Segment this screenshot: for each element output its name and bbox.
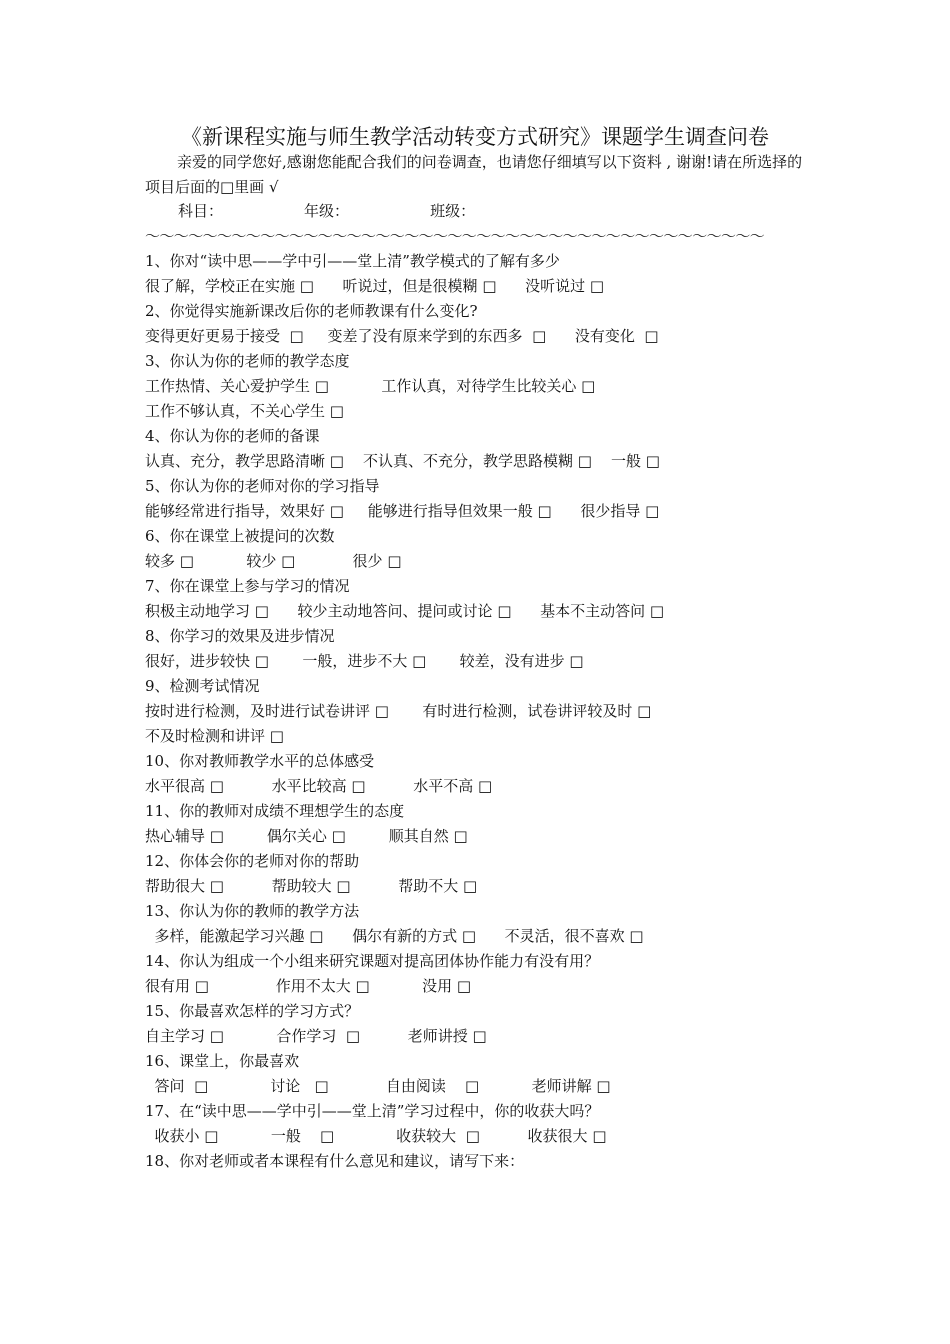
options-17: 收获小 □ 一般 □ 收获较大 □ 收获很大 □	[145, 1127, 607, 1145]
question-3: 3、你认为你的老师的教学态度	[145, 352, 350, 370]
options-4: 认真、充分，教学思路清晰 □ 不认真、不充分，教学思路模糊 □ 一般 □	[145, 452, 660, 470]
options-3a: 工作热情、关心爱护学生 □ 工作认真，对待学生比较关心 □	[145, 377, 596, 395]
info-fields: 科目： 年级： 班级：	[178, 202, 476, 220]
question-9: 9、检测考试情况	[145, 677, 260, 695]
question-10: 10、你对教师教学水平的总体感受	[145, 752, 375, 770]
question-11: 11、你的教师对成绩不理想学生的态度	[145, 802, 405, 820]
question-2: 2、你觉得实施新课改后你的老师教课有什么变化?	[145, 302, 478, 320]
options-11: 热心辅导 □ 偶尔关心 □ 顺其自然 □	[145, 827, 468, 845]
question-8: 8、你学习的效果及进步情况	[145, 627, 335, 645]
options-8: 很好，进步较快 □ 一般，进步不大 □ 较差，没有进步 □	[145, 652, 584, 670]
document-title: 《新课程实施与师生教学活动转变方式研究》课题学生调查问卷	[181, 125, 769, 149]
question-15: 15、你最喜欢怎样的学习方式？	[145, 1002, 360, 1020]
question-13: 13、你认为你的教师的教学方法	[145, 902, 360, 920]
options-13: 多样，能激起学习兴趣 □ 偶尔有新的方式 □ 不灵活，很不喜欢 □	[145, 927, 644, 945]
options-10: 水平很高 □ 水平比较高 □ 水平不高 □	[145, 777, 493, 795]
question-14: 14、你认为组成一个小组来研究课题对提高团体协作能力有没有用？	[145, 952, 600, 970]
question-4: 4、你认为你的老师的备课	[145, 427, 320, 445]
question-16: 16、课堂上，你最喜欢	[145, 1052, 300, 1070]
question-6: 6、你在课堂上被提问的次数	[145, 527, 335, 545]
wave-divider: ～～～～～～～～～～～～～～～～～～～～～～～～～～～～～～～～～～～～～～～～～～～	[145, 227, 765, 245]
options-6: 较多 □ 较少 □ 很少 □	[145, 552, 402, 570]
question-18: 18、你对老师或者本课程有什么意见和建议，请写下来：	[145, 1152, 525, 1170]
options-2: 变得更好更易于接受 □ 变差了没有原来学到的东西多 □ 没有变化 □	[145, 327, 659, 345]
question-list	[145, 249, 845, 1174]
options-15: 自主学习 □ 合作学习 □ 老师讲授 □	[145, 1027, 487, 1045]
question-1: 1、你对“读中思——学中引——堂上清”教学模式的了解有多少	[145, 252, 560, 270]
options-1: 很了解，学校正在实施 □ 听说过，但是很模糊 □ 没听说过 □	[145, 277, 605, 295]
options-9b: 不及时检测和讲评 □	[145, 727, 284, 745]
options-3b: 工作不够认真，不关心学生 □	[145, 402, 344, 420]
options-16: 答问 □ 讨论 □ 自由阅读 □ 老师讲解 □	[145, 1077, 611, 1095]
options-5: 能够经常进行指导，效果好 □ 能够进行指导但效果一般 □ 很少指导 □	[145, 502, 660, 520]
options-7: 积极主动地学习 □ 较少主动地答问、提问或讨论 □ 基本不主动答问 □	[145, 602, 665, 620]
intro-paragraph: 亲爱的同学您好,感谢您能配合我们的问卷调查，也请您仔细填写以下资料 , 谢谢!请在所选择的项目后面的□里画 √	[145, 153, 803, 196]
options-9a: 按时进行检测，及时进行试卷讲评 □ 有时进行检测，试卷讲评较及时 □	[145, 702, 652, 720]
options-14: 很有用 □ 作用不太大 □ 没用 □	[145, 977, 472, 995]
question-12: 12、你体会你的老师对你的帮助	[145, 852, 360, 870]
options-12: 帮助很大 □ 帮助较大 □ 帮助不大 □	[145, 877, 478, 895]
question-17: 17、在“读中思——学中引——堂上清”学习过程中，你的收获大吗？	[145, 1102, 600, 1120]
question-5: 5、你认为你的老师对你的学习指导	[145, 477, 380, 495]
question-7: 7、你在课堂上参与学习的情况	[145, 577, 350, 595]
